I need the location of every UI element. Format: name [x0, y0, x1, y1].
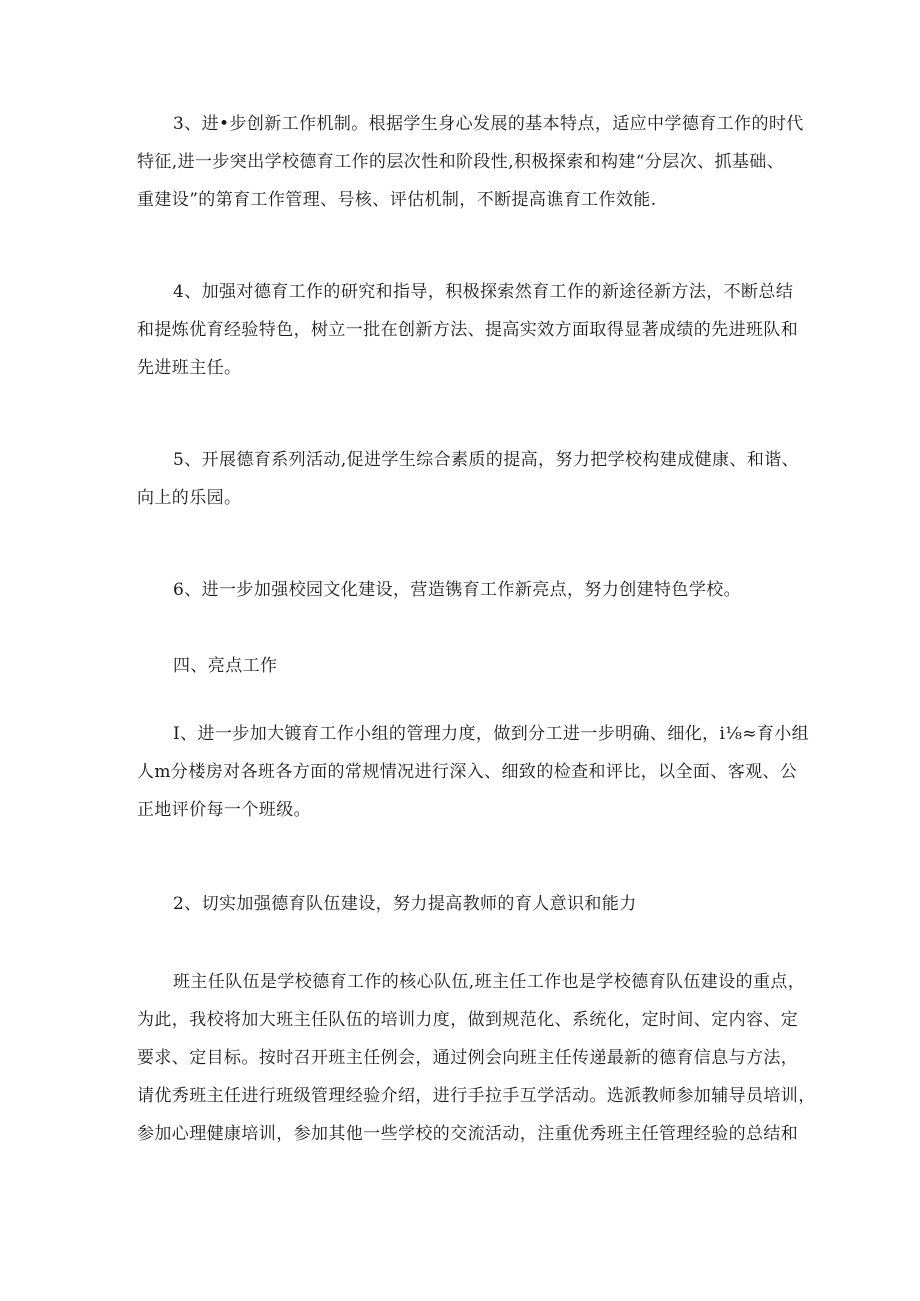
section-heading-highlights	[137, 647, 797, 685]
paragraph-line: 3、进•步创新工作机制。根据学生身心发展的基本特点，适应中学德育工作的时代	[173, 114, 804, 134]
paragraph-line: 向上的乐园。	[137, 488, 242, 508]
paragraph-line: 先进班主任。	[137, 358, 242, 378]
paragraph-line: 重建设”的第育工作管理、号核、评估机制，不断提高谯育工作效能.	[137, 190, 657, 210]
paragraph-line: 人m分楼房对各班各方面的常规情况进行深入、细致的检查和评比，以全面、客观、公	[137, 762, 798, 782]
paragraph-line: 6、进一步加强校园文化建设，营造镌育工作新亮点，努力创建特色学校。	[173, 580, 742, 600]
paragraph-series-activities	[137, 441, 800, 517]
subheading-team-building	[137, 885, 797, 923]
paragraph-line: 为此，我校将加大班主任队伍的培训力度，做到规范化、系统化，定时间、定内容、定	[137, 1010, 799, 1030]
paragraph-line: I、进一步加大镀育工作小组的管理力度，做到分工进一步明确、细化，i⅛≈育小组	[173, 724, 810, 744]
paragraph-line: 要求、定目标。按时召开班主任例会，通过例会向班主任传递最新的德育信息与方法，	[137, 1048, 799, 1068]
paragraph-management-group	[137, 715, 810, 829]
paragraph-line: 4、加强对德育工作的研究和指导，积极探索然育工作的新途径新方法，不断总结	[173, 282, 794, 302]
paragraph-head-teacher-team	[137, 963, 816, 1153]
section-heading-text: 四、亮点工作	[173, 656, 278, 676]
paragraph-line: 特征,进一步突出学校德育工作的层次性和阶段性,积极探索和构建“分层次、抓基础、	[137, 152, 785, 172]
paragraph-line: 请优秀班主任进行班级管理经验介绍，进行手拉手互学活动。选派教师参加辅导员培训，	[137, 1086, 816, 1106]
paragraph-line: 参加心理健康培训，参加其他一些学校的交流活动，注重优秀班主任管理经验的总结和	[137, 1124, 799, 1144]
paragraph-line: 班主任队伍是学校德育工作的核心队伍,班主任工作也是学校德育队伍建设的重点，	[173, 972, 806, 992]
paragraph-line: 正地评价每一个班级。	[137, 800, 311, 820]
paragraph-line: 5、开展德育系列活动,促进学生综合素质的提高，努力把学校构建成健康、和谐、	[173, 450, 800, 470]
paragraph-innovation-mechanism	[137, 105, 804, 219]
subheading-text: 2、切实加强德育队伍建设，努力提高教师的育人意识和能力	[173, 894, 637, 914]
paragraph-research-guidance	[137, 273, 797, 387]
paragraph-campus-culture	[137, 571, 797, 609]
paragraph-line: 和提炼优育经验特色，树立一批在创新方法、提高实效方面取得显著成绩的先进班队和	[137, 320, 799, 340]
